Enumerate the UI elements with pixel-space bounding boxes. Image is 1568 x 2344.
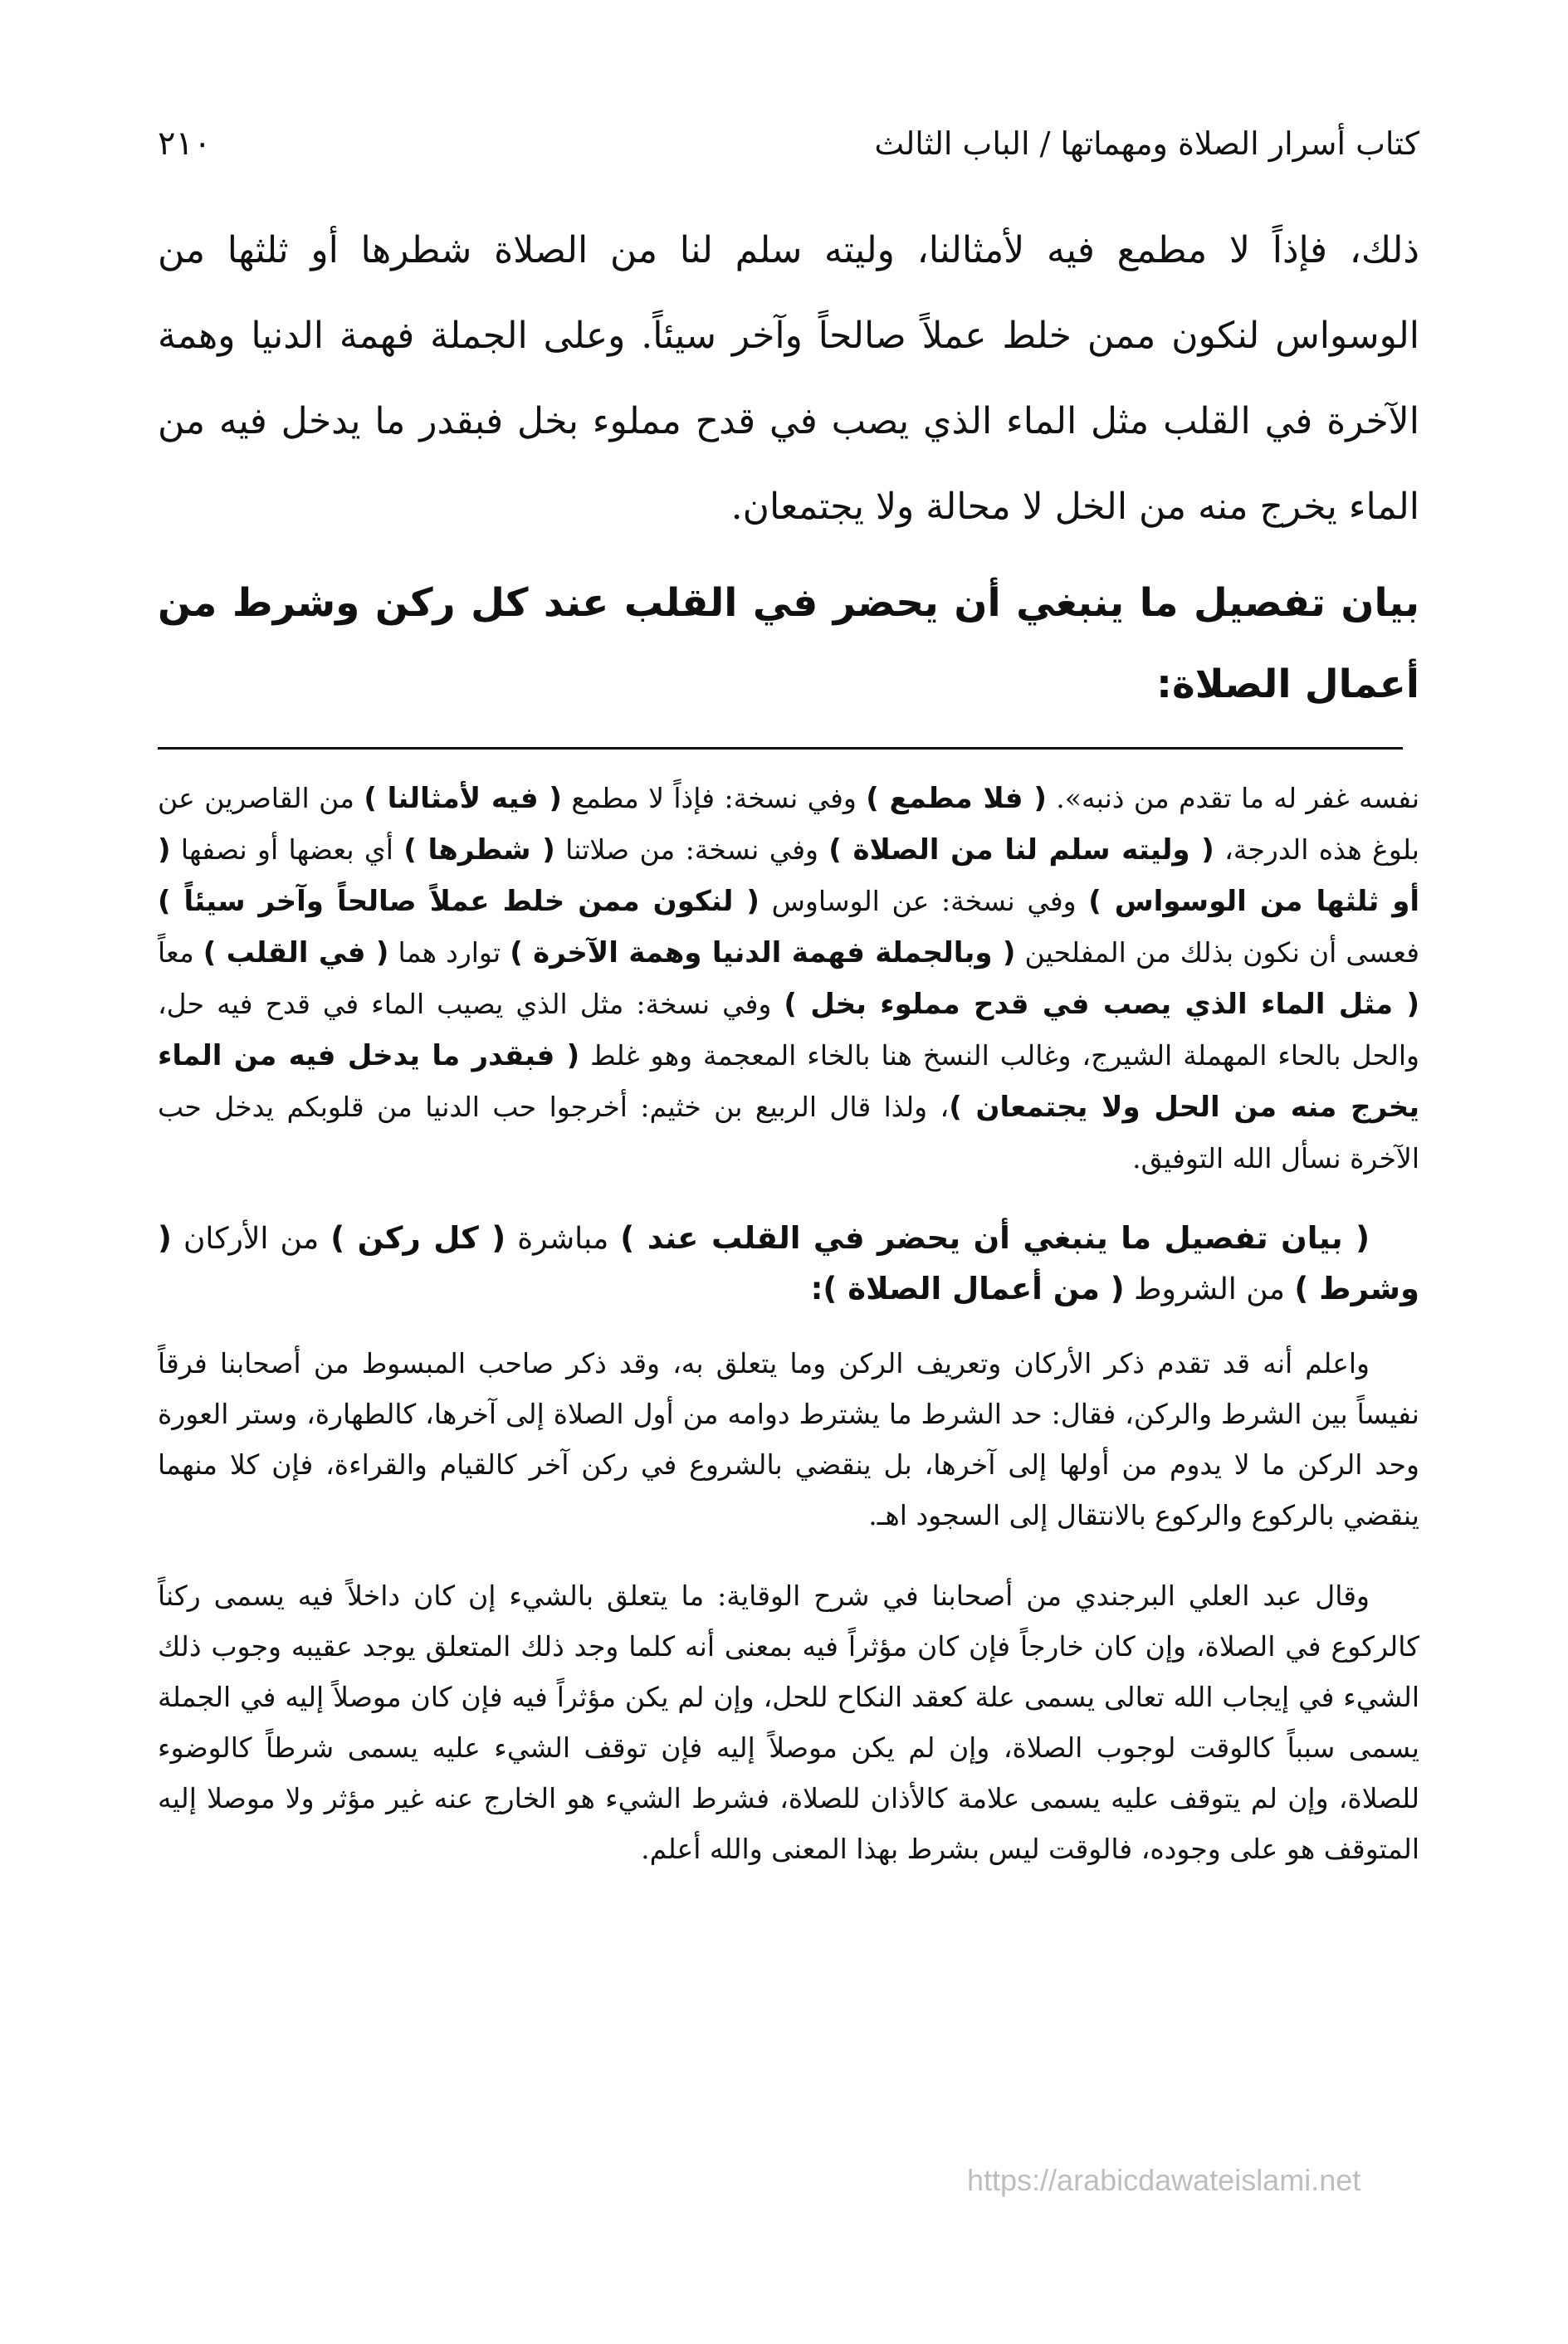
watermark-url: https://arabicdawateislami.net: [967, 2163, 1361, 2197]
running-header: [158, 125, 1419, 174]
page-number: ٢١٠: [158, 125, 212, 163]
running-header-title: كتاب أسرار الصلاة ومهماتها / الباب الثالث: [874, 125, 1419, 162]
separator-line: [158, 747, 1403, 750]
commentary-paragraph-3: وقال عبد العلي البرجندي من أصحابنا في شرح الوقاية: ما يتعلق بالشيء إن كان داخلاً فيه يسمى ركناً كالركوع في الصلاة، وإن كان خارجاً فإن كان مؤثراً فيه بمعنى أنه كلما وجد ذلك المتعلق يوجد عقيبه وجوب ذلك الشيء في إيجاب الله تعالى يسمى علة كعقد النكاح للحل، وإن لم يكن مؤثراً فيه فإن كان موصلاً إليه في الجملة يسمى سبباً كالوقت لوجوب الصلاة، وإن لم يكن موصلاً إليه فإن توقف الشيء عليه يسمى شرطاً كالوضوء للصلاة، وإن لم يتوقف عليه يسمى علامة كالأذان للصلاة، فشرط الشيء هو الخارج عنه غير مؤثر ولا موصلا إليه المتوقف هو على وجوده، فالوقت ليس بشرط بهذا المعنى والله أعلم.: [158, 1580, 1419, 1865]
main-text-paragraph: ذلك، فإذاً لا مطمع فيه لأمثالنا، وليته سلم لنا من الصلاة شطرها أو ثلثها من الوسواس لنكون ممن خلط عملاً صالحاً وآخر سيئاً. وعلى الجملة فهمة الدنيا وهمة الآخرة في القلب مثل الماء الذي يصب في قدح مملوء بخل فبقدر ما يدخل فيه من الماء يخرج منه من الخل لا محالة ولا يجتمعان.: [158, 229, 1419, 528]
book-page: [158, 125, 1419, 1904]
commentary-paragraph-2: واعلم أنه قد تقدم ذكر الأركان وتعريف الركن وما يتعلق به، وقد ذكر صاحب المبسوط من أصحابنا فرقاً نفيساً بين الشرط والركن، فقال: حد الشرط ما يشترط دوامه من أول الصلاة إلى آخرها، كالطهارة، وستر العورة وحد الركن ما لا يدوم من أولها إلى آخرها، بل ينقضي بالشروع في ركن آخر كالقيام والقراءة، فإن كلا منهما ينقضي بالركوع والركوع بالانتقال إلى السجود اهـ.: [158, 1347, 1419, 1531]
commentary-paragraph-1: نفسه غفر له ما تقدم من ذنبه». ( فلا مطمع ) وفي نسخة: فإذاً لا مطمع ( فيه لأمثالنا ) من القاصرين عن بلوغ هذه الدرجة، ( وليته سلم لنا من الصلاة ) وفي نسخة: من صلاتنا ( شطرها ) أي بعضها أو نصفها ( أو ثلثها من الوسواس ) وفي نسخة: عن الوساوس ( لنكون ممن خلط عملاً صالحاً وآخر سيئاً ) فعسى أن نكون بذلك من المفلحين ( وبالجملة فهمة الدنيا وهمة الآخرة ) توارد هما ( في القلب ) معاً ( مثل الماء الذي يصب في قدح مملوء بخل ) وفي نسخة: مثل الذي يصيب الماء في قدح فيه حل، والحل بالحاء المهملة الشيرج، وغالب النسخ هنا بالخاء المعجمة وهو غلط ( فبقدر ما يدخل فيه من الماء يخرج منه من الحل ولا يجتمعان )، ولذا قال الربيع بن خثيم: أخرجوا حب الدنيا من قلوبكم يدخل حب الآخرة نسأل الله التوفيق.: [158, 782, 1420, 1174]
commentary-heading: ( بيان تفصيل ما ينبغي أن يحضر في القلب عند ) مباشرة ( كل ركن ) من الأركان ( وشرط ) من الشروط ( من أعمال الصلاة ):: [158, 1220, 1419, 1306]
section-heading: بيان تفصيل ما ينبغي أن يحضر في القلب عند كل ركن وشرط من أعمال الصلاة:: [158, 580, 1419, 707]
